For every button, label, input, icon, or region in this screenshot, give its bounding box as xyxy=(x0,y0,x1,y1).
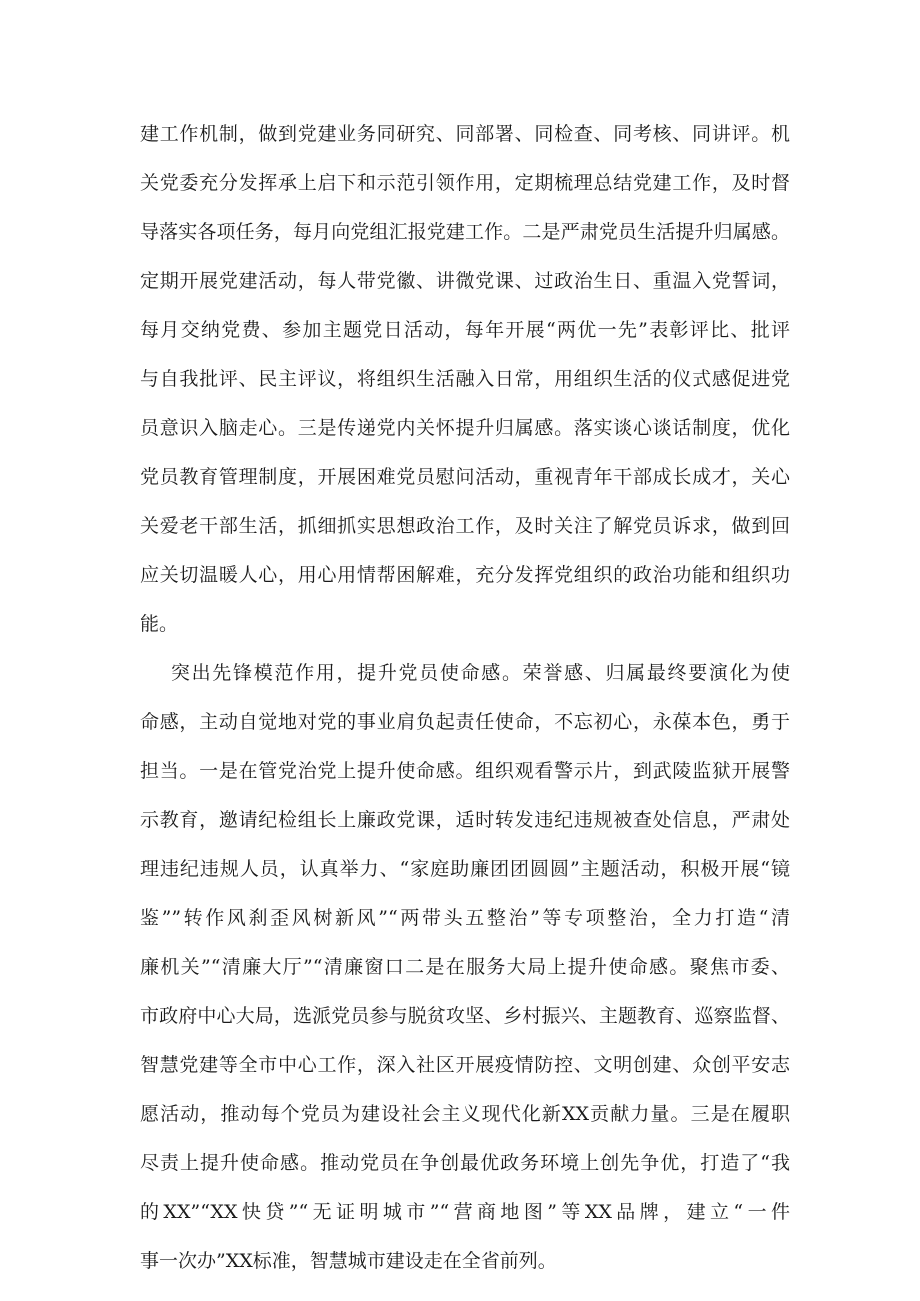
text-line: 员意识入脑走心。三是传递党内关怀提升归属感。落实谈心谈话制度，优化 xyxy=(140,417,790,439)
text-line: 突出先锋模范作用，提升党员使命感。荣誉感、归属最终要演化为使 xyxy=(140,662,790,684)
text-line: 关党委充分发挥承上启下和示范引领作用，定期梳理总结党建工作，及时督 xyxy=(140,172,790,194)
text-line: 与自我批评、民主评议，将组织生活融入日常，用组织生活的仪式感促进党 xyxy=(140,368,790,390)
text-line: 智慧党建等全市中心工作，深入社区开展疫情防控、文明创建、众创平安志 xyxy=(140,1054,790,1076)
text-line: 市政府中心大局，选派党员参与脱贫攻坚、乡村振兴、主题教育、巡察监督、 xyxy=(140,1005,790,1027)
text-line: 命感，主动自觉地对党的事业肩负起责任使命，不忘初心，永葆本色，勇于 xyxy=(140,711,790,733)
text-line: 示教育，邀请纪检组长上廉政党课，适时转发违纪违规被查处信息，严肃处 xyxy=(140,809,790,831)
text-line: 担当。一是在管党治党上提升使命感。组织观看警示片，到武陵监狱开展警 xyxy=(140,760,790,782)
paragraph-1 xyxy=(140,110,790,649)
text-line: 廉机关”“清廉大厅”“清廉窗口二是在服务大局上提升使命感。聚焦市委、 xyxy=(140,956,790,978)
text-line: 鉴””转作风刹歪风树新风”“两带头五整治”等专项整治，全力打造“清 xyxy=(140,907,790,929)
text-line: 每月交纳党费、参加主题党日活动，每年开展“两优一先”表彰评比、批评 xyxy=(140,319,790,341)
text-line: 关爱老干部生活，抓细抓实思想政治工作，及时关注了解党员诉求，做到回 xyxy=(140,515,790,537)
text-line: 党员教育管理制度，开展困难党员慰问活动，重视青年干部成长成才，关心 xyxy=(140,466,790,488)
text-line: 能。 xyxy=(140,613,179,635)
document-body xyxy=(140,110,790,1286)
text-line: 导落实各项任务，每月向党组汇报党建工作。二是严肃党员生活提升归属感。 xyxy=(140,221,790,243)
text-line: 应关切温暖人心，用心用情帮困解难，充分发挥党组织的政治功能和组织功 xyxy=(140,564,790,586)
text-line: 定期开展党建活动，每人带党徽、讲微党课、过政治生日、重温入党誓词， xyxy=(140,270,790,292)
text-line: 理违纪违规人员，认真举力、“家庭助廉团团圆圆”主题活动，积极开展“镜 xyxy=(140,858,790,880)
text-line: 尽责上提升使命感。推动党员在争创最优政务环境上创先争优，打造了“我 xyxy=(140,1152,790,1174)
paragraph-2 xyxy=(140,649,790,1286)
text-line: 事一次办”XX标准，智慧城市建设走在全省前列。 xyxy=(140,1250,557,1272)
text-line: 建工作机制，做到党建业务同研究、同部署、同检查、同考核、同讲评。机 xyxy=(140,123,790,145)
text-line: 愿活动，推动每个党员为建设社会主义现代化新XX贡献力量。三是在履职 xyxy=(140,1103,790,1125)
text-line: 的XX”“XX快贷”“无证明城市”“营商地图”等XX品牌，建立“一件 xyxy=(140,1201,790,1223)
